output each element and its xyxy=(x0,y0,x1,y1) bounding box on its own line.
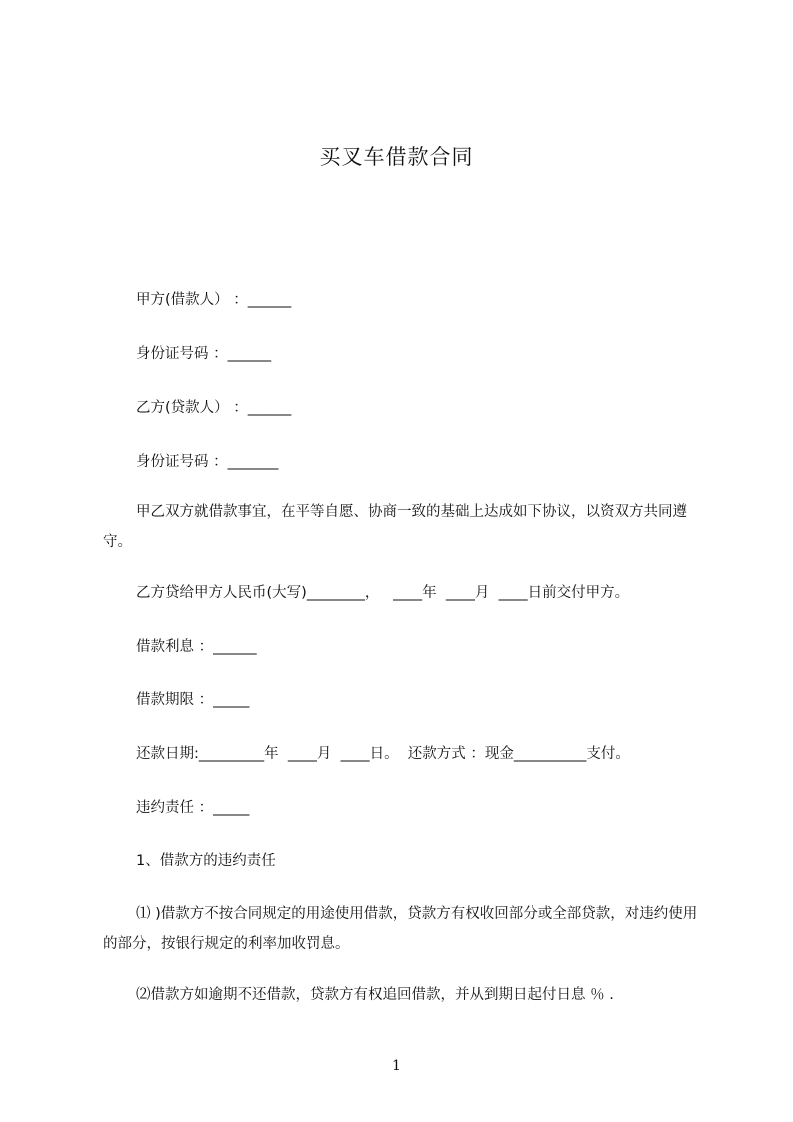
agreement-intro-paragraph: 甲乙双方就借款事宜，在平等自愿、协商一致的基础上达成如下协议，以资双方共同遵守。 xyxy=(103,504,687,550)
party-a-line: 甲方(借款人） ：______ xyxy=(136,292,292,308)
clause-1-2-paragraph: ⑵借款方如逾期不还借款，贷款方有权追回借款，并从到期日起付日息 ％ . xyxy=(136,987,614,1003)
interest-line: 借款利息 ：______ xyxy=(136,639,257,655)
page-number: 1 xyxy=(392,1058,401,1074)
party-b-line: 乙方(贷款人） ：______ xyxy=(136,400,292,416)
clause-heading: 1、借款方的违约责任 xyxy=(136,853,276,869)
clause-1-1-paragraph: ⑴ )借款方不按合同规定的用途使用借款，贷款方有权收回部分或全部贷款，对违约使用的部分，按银行规定的利率加收罚息。 xyxy=(103,906,698,952)
repayment-line: 还款日期:_________年 ____月 ____日。 还款方式 ：现金__________支付。 xyxy=(136,746,630,762)
breach-line: 违约责任 ：_____ xyxy=(136,800,250,816)
loan-amount-line: 乙方贷给甲方人民币(大写)________， ____年 ____月 ____日前交付甲方。 xyxy=(136,585,630,601)
document-title: 买叉车借款合同 xyxy=(319,145,474,169)
term-line: 借款期限 ：_____ xyxy=(136,692,250,708)
party-b-id-line: 身份证号码 ：_______ xyxy=(136,454,279,470)
party-a-id-line: 身份证号码 ：______ xyxy=(136,346,272,362)
